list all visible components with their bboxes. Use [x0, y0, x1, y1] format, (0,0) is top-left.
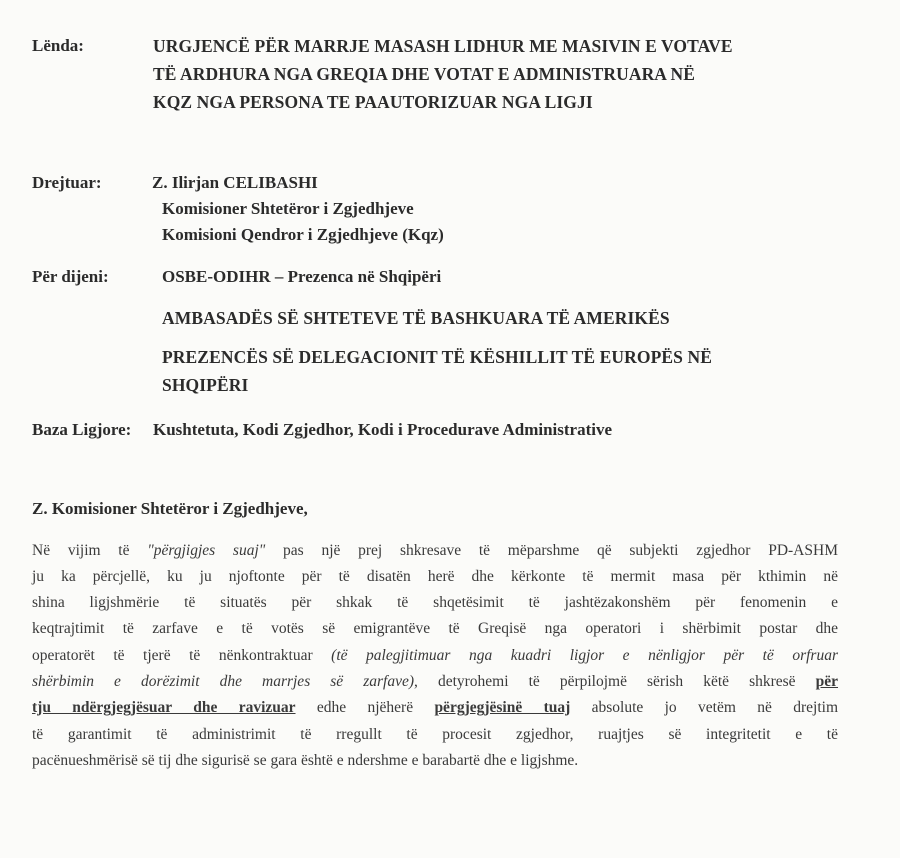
salutation: Z. Komisioner Shtetëror i Zgjedhjeve, — [32, 499, 308, 518]
body-line-9: pacënueshmërisë së tij dhe sigurisë se gara është e ndershme e barabartë dhe e ligjshme. — [32, 752, 579, 769]
subject-line-2: TË ARDHURA NGA GREQIA DHE VOTAT E ADMINISTRUARA NË — [153, 64, 696, 84]
body-line-8: të garantimit të administrimit të rregullt të procesit zgjedhor, ruajtjes së integritetit e të — [32, 726, 838, 743]
body-italic: (të palegjitimuar nga kuadri ligjor e nënligjor për të orfruar — [331, 647, 838, 664]
subject-label: Lënda: — [32, 36, 84, 55]
body-text: pas një prej shkresave të mëparshme që subjekti zgjedhor PD-ASHM — [265, 542, 838, 559]
body-text: operatorët të tjerë të nënkontraktuar — [32, 647, 332, 664]
cc-line-2: AMBASADËS SË SHTETEVE TË BASHKUARA TË AMERIKËS — [162, 308, 670, 328]
cc-line-1: OSBE-ODIHR – Prezenca në Shqipëri — [162, 267, 442, 286]
body-line-7 — [32, 699, 838, 717]
cc-label: Për dijeni: — [32, 267, 109, 286]
body-text: Në vijim të — [32, 542, 148, 559]
cc-line-4: SHQIPËRI — [162, 375, 249, 395]
body-emphasis: për — [815, 673, 839, 690]
addressee-title: Komisioner Shtetëror i Zgjedhjeve — [162, 199, 414, 218]
body-line-1 — [32, 542, 838, 560]
body-line-4: keqtrajtimit të zarfave e të votës së emigrantëve të Greqisë nga operatori i shërbimit postar dhe — [32, 620, 838, 637]
body-quote: "përgjigjes suaj" — [147, 542, 266, 559]
body-text: edhe njëherë — [295, 699, 435, 716]
addressee-name: Z. Ilirjan CELIBASHI — [152, 173, 318, 192]
body-line-2: ju ka përcjellë, ku ju njoftonte për të disatën herë dhe kërkonte të mermit masa për kthimin në — [32, 568, 838, 585]
addressee-label: Drejtuar: — [32, 173, 102, 192]
body-emphasis: tju ndërgjegjësuar dhe ravizuar — [32, 699, 296, 716]
subject-line-1: URGJENCË PËR MARRJE MASASH LIDHUR ME MASIVIN E VOTAVE — [153, 36, 733, 56]
subject-line-3: KQZ NGA PERSONA TE PAAUTORIZUAR NGA LIGJI — [153, 92, 593, 112]
body-line-5 — [32, 647, 838, 665]
body-line-3: shina ligjshmërie të situatës për shkak të shqetësimit të jashtëzakonshëm për fenomenin e — [32, 594, 838, 611]
addressee-institution: Komisioni Qendror i Zgjedhjeve (Kqz) — [162, 225, 444, 244]
legal-basis-text: Kushtetuta, Kodi Zgjedhor, Kodi i Procedurave Administrative — [153, 420, 613, 439]
cc-line-3: PREZENCËS SË DELEGACIONIT TË KËSHILLIT TË EUROPËS NË — [162, 347, 712, 367]
body-line-6 — [32, 673, 838, 691]
body-italic: shërbimin e dorëzimit dhe marrjes së zarfave) — [32, 673, 415, 690]
body-text: , detyrohemi të përpilojmë sërish këtë shkresë — [414, 673, 816, 690]
body-emphasis: përgjegjësinë tuaj — [434, 699, 571, 716]
legal-basis-label: Baza Ligjore: — [32, 420, 132, 439]
body-text: absolute jo vetëm në drejtim — [570, 699, 838, 716]
